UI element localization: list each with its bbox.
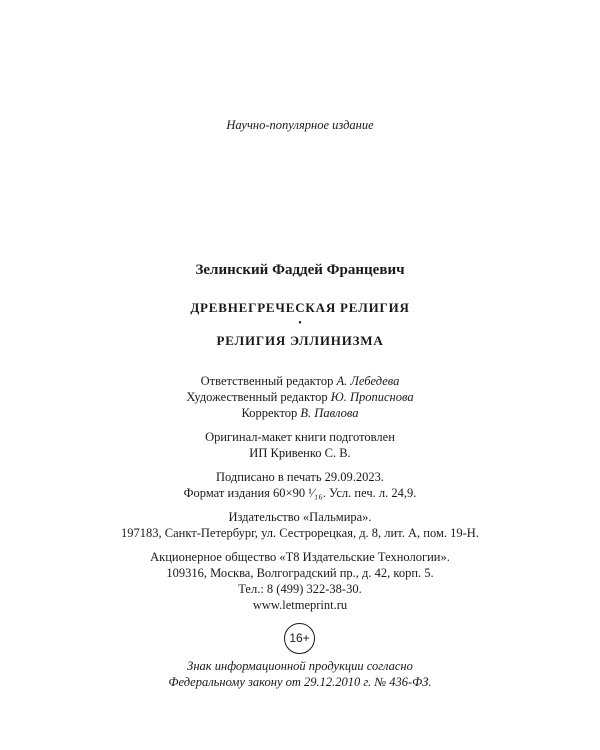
printer-line: 109316, Москва, Волгоградский пр., д. 42, корп. 5. bbox=[166, 566, 434, 580]
print-info-block bbox=[0, 469, 600, 501]
book-title-part1: ДРЕВНЕГРЕЧЕСКАЯ РЕЛИГИЯ bbox=[190, 300, 410, 315]
layout-note-line: Оригинал-макет книги подготовлен bbox=[205, 430, 395, 444]
age-rating-badge: 16+ bbox=[284, 623, 315, 654]
printer-line: Акционерное общество «Т8 Издательские Технологии». bbox=[150, 550, 450, 564]
credit-person: Ю. Прописнова bbox=[330, 390, 414, 404]
publisher-block bbox=[0, 509, 600, 541]
print-info-line: Формат издания 60×90 ¹⁄₁₆. Усл. печ. л. 24,9. bbox=[183, 486, 417, 500]
layout-note-block bbox=[0, 429, 600, 461]
credit-role: Художественный редактор bbox=[186, 390, 331, 404]
age-notice-line: Федеральному закону от 29.12.2010 г. № 436-ФЗ. bbox=[168, 675, 432, 689]
title-separator: • bbox=[298, 318, 302, 329]
book-title-part2: РЕЛИГИЯ ЭЛЛИНИЗМА bbox=[216, 333, 384, 348]
credit-person: В. Павлова bbox=[300, 406, 359, 420]
credit-role: Ответственный редактор bbox=[200, 374, 337, 388]
credit-person: А. Лебедева bbox=[336, 374, 400, 388]
print-info-line: Подписано в печать 29.09.2023. bbox=[215, 470, 385, 484]
publisher-line: 197183, Санкт-Петербург, ул. Сестрорецкая, д. 8, лит. А, пом. 19-Н. bbox=[121, 526, 479, 540]
author-name: Зелинский Фаддей Францевич bbox=[195, 262, 405, 278]
credit-line bbox=[0, 405, 600, 421]
credits-block bbox=[0, 373, 600, 421]
credit-line bbox=[0, 373, 600, 389]
age-notice-block bbox=[0, 658, 600, 690]
publisher-line: Издательство «Пальмира». bbox=[228, 510, 372, 524]
age-notice-line: Знак информационной продукции согласно bbox=[187, 659, 413, 673]
printer-line: Тел.: 8 (499) 322-38-30. bbox=[238, 582, 362, 596]
edition-type: Научно-популярное издание bbox=[226, 118, 374, 132]
credit-role: Корректор bbox=[241, 406, 301, 420]
credit-line bbox=[0, 389, 600, 405]
layout-note-line: ИП Кривенко С. В. bbox=[249, 446, 351, 460]
printer-block bbox=[0, 549, 600, 613]
printer-website: www.letmeprint.ru bbox=[252, 598, 348, 612]
